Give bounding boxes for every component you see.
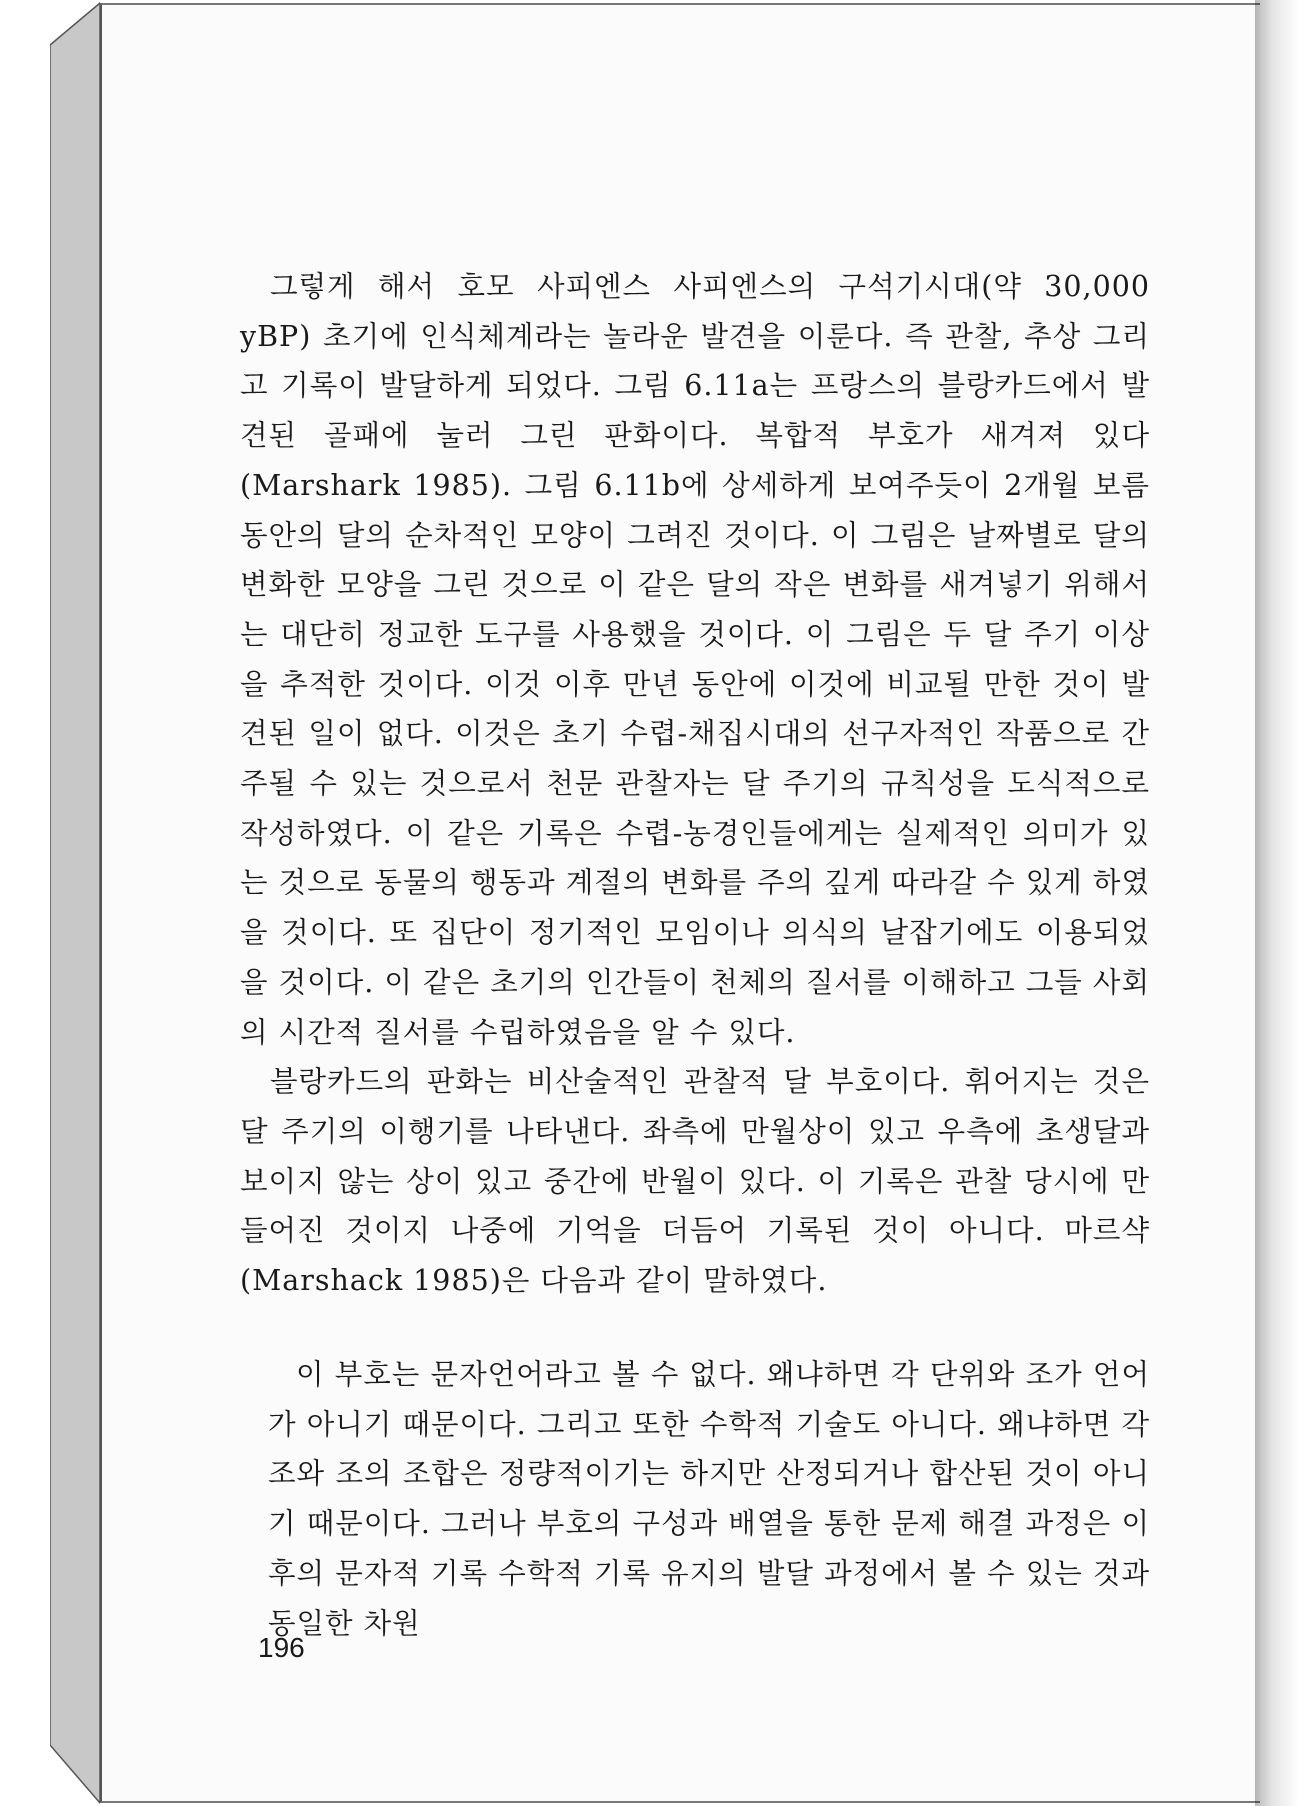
book-edge	[50, 0, 100, 1806]
body-text	[240, 262, 1150, 1306]
block-quote	[268, 1350, 1150, 1648]
paragraph-2: 블랑카드의 판화는 비산술적인 관찰적 달 부호이다. 휘어지는 것은 달 주기의 이행기를 나타낸다. 좌측에 만월상이 있고 우측에 초생달과 보이지 않는 상이 있고 중간에 반월이 있다. 이 기록은 관찰 당시에 만들어진 것이지 나중에 기억을 더듬어 기록된 것이 아니다. 마르샥(Marshack 1985)은 다음과 같이 말하였다.	[240, 1065, 1150, 1298]
page-number: 196	[258, 1632, 305, 1663]
paragraph-1: 그렇게 해서 호모 사피엔스 사피엔스의 구석기시대(약 30,000 yBP) 초기에 인식체계라는 놀라운 발견을 이룬다. 즉 관찰, 추상 그리고 기록이 발달하게 되었다. 그림 6.11a는 프랑스의 블랑카드에서 발견된 골패에 눌러 그린 판화이다. 복합적 부호가 새겨져 있다(Marshark 1985). 그림 6.11b에 상세하게 보여주듯이 2개월 보름 동안의 달의 순차적인 모양이 그려진 것이다. 이 그림은 날짜별로 달의 변화한 모양을 그린 것으로 이 같은 달의 작은 변화를 새겨넣기 위해서는 대단히 정교한 도구를 사용했을 것이다. 이 그림은 두 달 주기 이상을 추적한 것이다. 이것 이후 만년 동안에 이것에 비교될 만한 것이 발견된 일이 없다. 이것은 초기 수렵-채집시대의 선구자적인 작품으로 간주될 수 있는 것으로서 천문 관찰자는 달 주기의 규칙성을 도식적으로 작성하였다. 이 같은 기록은 수렵-농경인들에게는 실제적인 의미가 있는 것으로 동물의 행동과 계절의 변화를 주의 깊게 따라갈 수 있게 하였을 것이다. 또 집단이 정기적인 모임이나 의식의 날잡기에도 이용되었을 것이다. 이 같은 초기의 인간들이 천체의 질서를 이해하고 그들 사회의 시간적 질서를 수립하였음을 알 수 있다.	[240, 270, 1150, 1049]
page-shadow	[1255, 0, 1299, 1806]
quote-text: 이 부호는 문자언어라고 볼 수 없다. 왜냐하면 각 단위와 조가 언어가 아니기 때문이다. 그리고 또한 수학적 기술도 아니다. 왜냐하면 각 조와 조의 조합은 정량적이기는 하지만 산정되거나 합산된 것이 아니기 때문이다. 그러나 부호의 구성과 배열을 통한 문제 해결 과정은 이후의 문자적 기록 수학적 기록 유지의 발달 과정에서 볼 수 있는 것과 동일한 차원	[268, 1358, 1150, 1640]
